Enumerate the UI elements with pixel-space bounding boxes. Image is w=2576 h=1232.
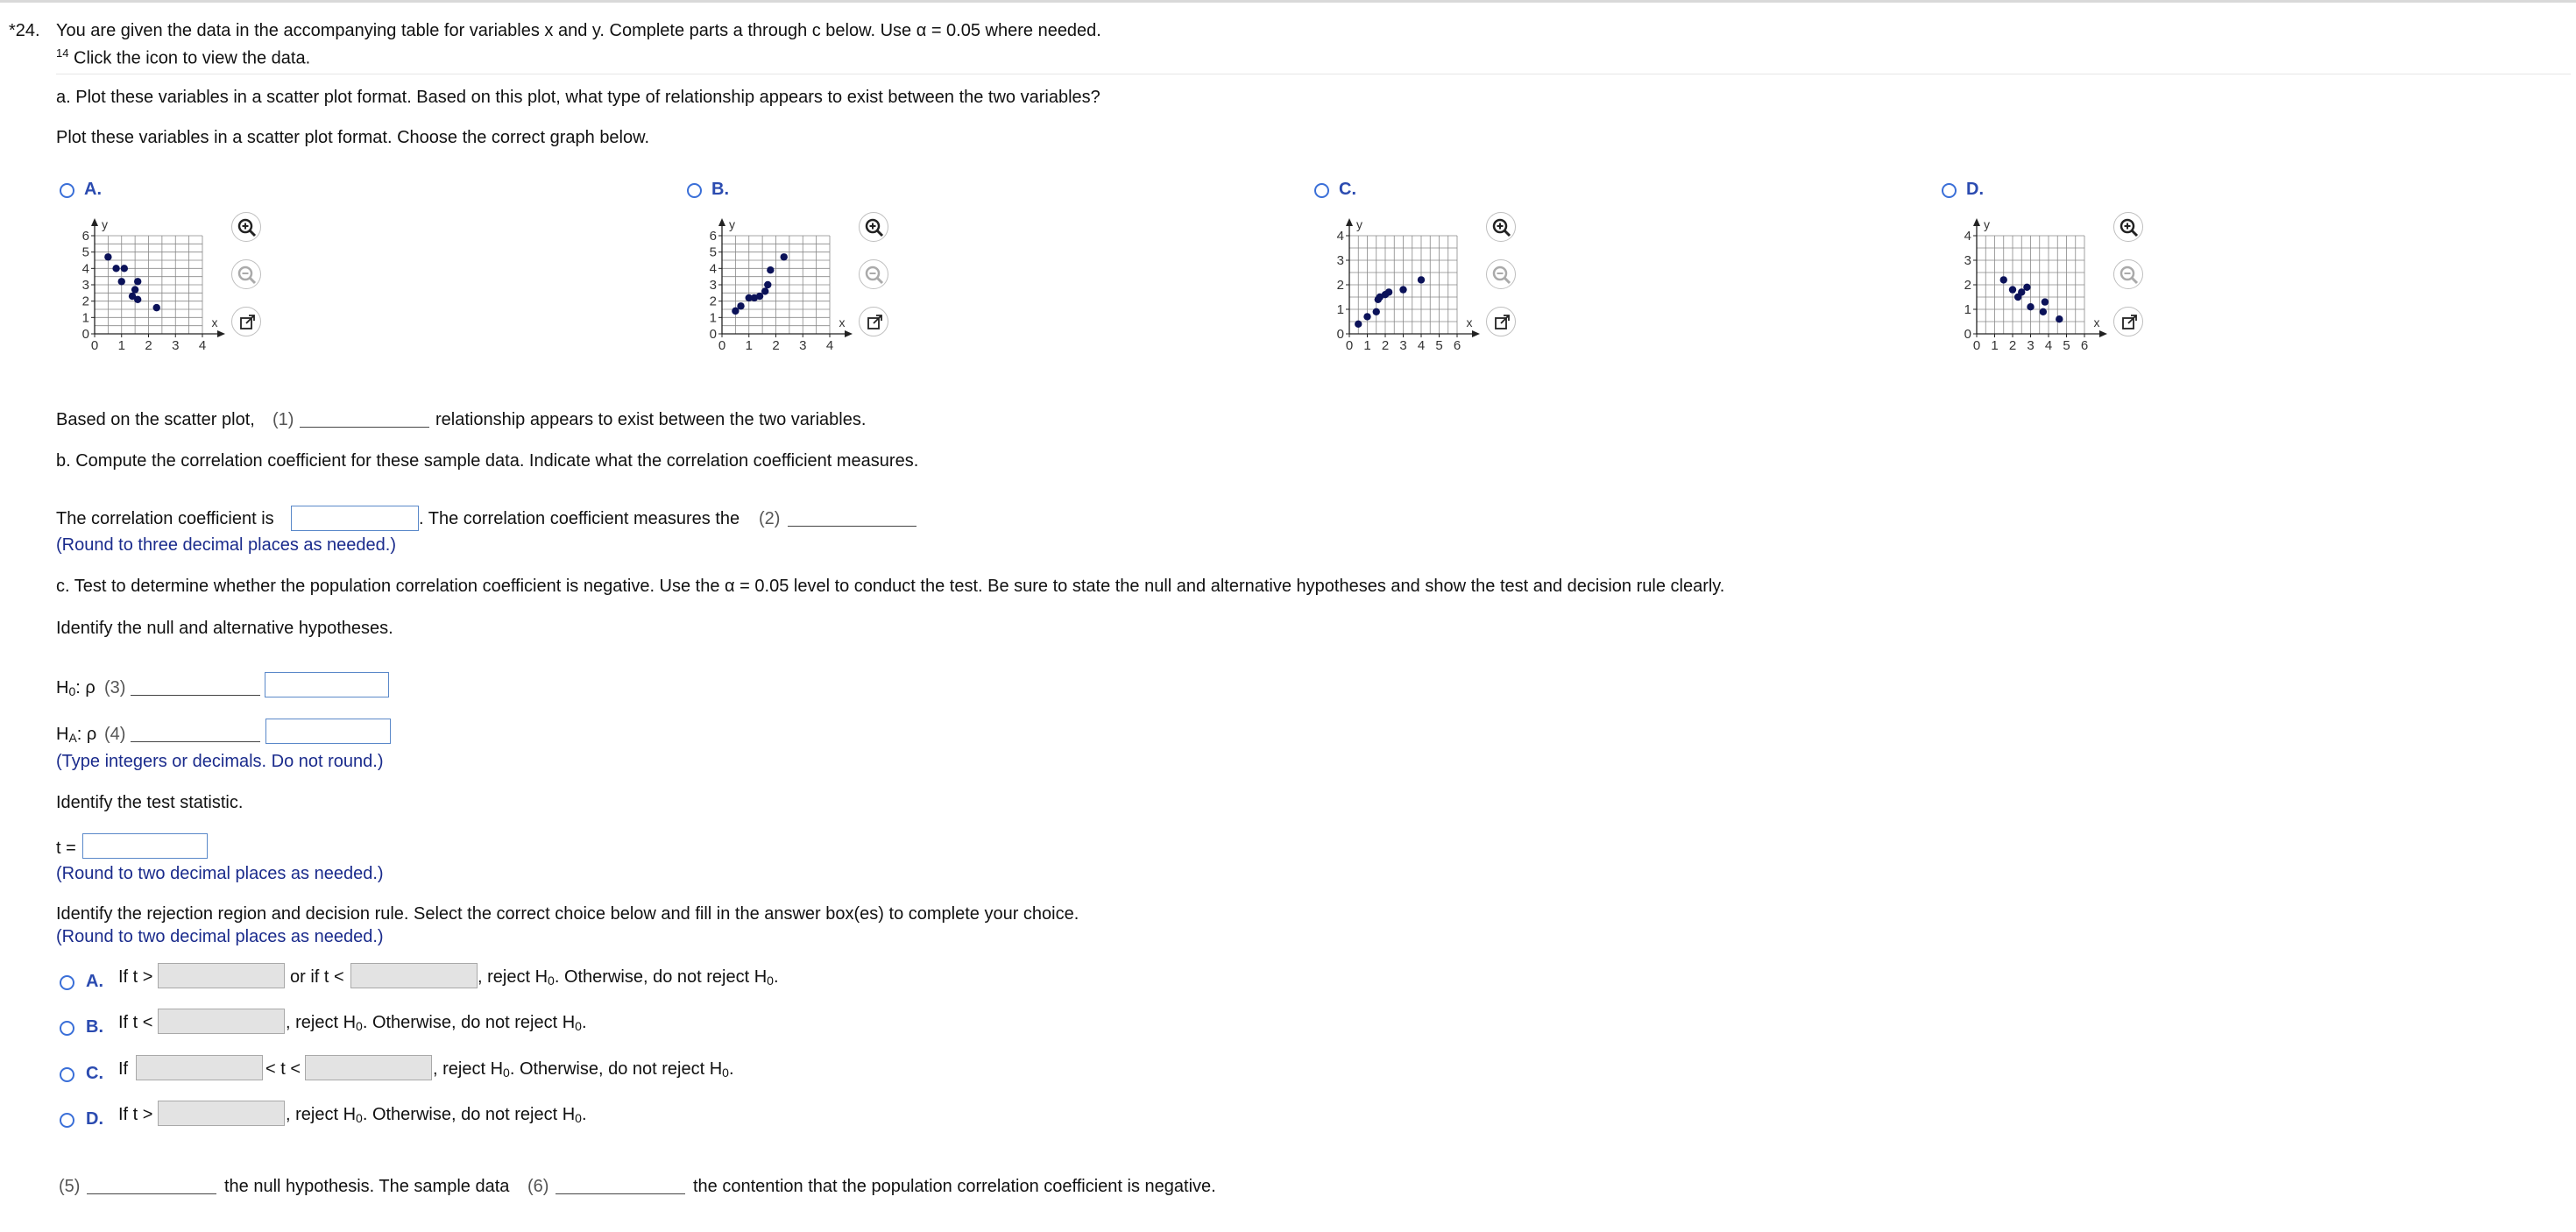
y-tick-label: 4 (1336, 229, 1344, 244)
rule-d-input[interactable] (158, 1101, 285, 1126)
x-tick-label: 0 (1972, 338, 1981, 353)
blank-3-marker: (3) (104, 678, 126, 697)
footnote-marker: 14 (56, 46, 69, 60)
graph-option-a-letter: A. (84, 180, 102, 199)
zoom-out-button-b[interactable] (859, 259, 888, 289)
y-tick-label: 3 (1336, 253, 1344, 268)
zoom-out-button-c[interactable] (1486, 259, 1516, 289)
x-tick-label: 2 (772, 338, 780, 353)
x-tick-label: 3 (1399, 338, 1407, 353)
relationship-tail: relationship appears to exist between the two variables. (435, 410, 867, 429)
rule-instruction: Identify the rejection region and decision rule. Select the correct choice below and fill in the answer box(es) to complete your choice. (56, 904, 1079, 924)
x-tick-label: 1 (1991, 338, 1999, 353)
scatter-point (112, 265, 119, 272)
conclusion-end: the contention that the population correlation coefficient is negative. (693, 1177, 1216, 1196)
rule-a-mid: or if t < (290, 967, 344, 987)
y-tick-label: 1 (1964, 302, 1971, 317)
rule-d-if: If t > (118, 1105, 153, 1124)
x-tick-label: 1 (1363, 338, 1371, 353)
zoom-out-icon (2114, 260, 2144, 290)
rule-choice-c-radio[interactable] (60, 1067, 74, 1082)
x-tick-label: 0 (90, 338, 99, 353)
blank-6-marker: (6) (527, 1177, 549, 1196)
zoom-in-icon (2114, 213, 2144, 243)
top-border (0, 0, 2576, 3)
zoom-out-button-d[interactable] (2113, 259, 2143, 289)
scatter-point (737, 302, 744, 309)
conclusion-mid: the null hypothesis. The sample data (224, 1177, 510, 1196)
popout-icon (860, 308, 889, 337)
popout-button-a[interactable] (231, 307, 261, 336)
popout-icon (2114, 308, 2144, 337)
scatter-point (764, 281, 771, 288)
x-tick-label: 2 (145, 338, 152, 353)
correlation-coefficient-input[interactable] (291, 506, 419, 531)
scatter-plot-d (1956, 213, 2109, 353)
question-number: *24. (9, 21, 40, 40)
scatter-point (761, 287, 768, 294)
y-tick-label: 0 (709, 327, 717, 342)
scatter-point (104, 253, 111, 260)
data-note-text: Click the icon to view the data. (74, 48, 311, 68)
scatter-point (1418, 276, 1425, 283)
rule-choice-a-radio[interactable] (60, 975, 74, 990)
x-tick-label: 3 (2027, 338, 2035, 353)
y-tick-label: 6 (709, 229, 717, 244)
x-tick-label: 3 (172, 338, 180, 353)
evidence-dropdown[interactable] (556, 1193, 685, 1194)
y-tick-label: 3 (709, 278, 717, 293)
y-tick-label: 2 (709, 294, 717, 309)
graph-option-d-letter: D. (1966, 180, 1984, 199)
x-tick-label: 0 (718, 338, 726, 353)
rule-a-upper-input[interactable] (158, 963, 285, 988)
y-tick-label: 1 (81, 310, 89, 326)
y-axis-arrow (1973, 218, 1980, 226)
y-axis-title: y (1356, 217, 1362, 231)
y-tick-label: 0 (1964, 327, 1971, 342)
hypotheses-instruction: Identify the null and alternative hypotheses. (56, 619, 393, 638)
zoom-out-icon (1487, 260, 1517, 290)
x-axis-arrow (2099, 330, 2107, 337)
scatter-point (131, 286, 138, 293)
y-tick-label: 4 (709, 261, 717, 277)
part-b-prompt: b. Compute the correlation coefficient for these sample data. Indicate what the correlation coefficient measures. (56, 451, 919, 471)
scatter-point (118, 278, 125, 285)
ha-label: $H_A$: ρ (56, 725, 97, 745)
popout-button-b[interactable] (859, 307, 888, 336)
decision-dropdown[interactable] (87, 1193, 216, 1194)
h0-label: $H_0$: ρ (56, 678, 96, 698)
scatter-point (781, 253, 788, 260)
rule-b-input[interactable] (158, 1009, 285, 1034)
x-tick-label: 1 (745, 338, 753, 353)
zoom-out-icon (860, 260, 889, 290)
rule-b-decision: , reject $H_0$. Otherwise, do not reject $H_0$. (286, 1013, 587, 1033)
rule-round-note: (Round to two decimal places as needed.) (56, 927, 384, 946)
rule-d-decision: , reject $H_0$. Otherwise, do not reject $H_0$. (286, 1105, 587, 1125)
scatter-point (1399, 286, 1406, 293)
y-tick-label: 3 (1964, 253, 1971, 268)
scatter-point (2042, 298, 2049, 305)
x-tick-label: 4 (825, 338, 834, 353)
scatter-point (2040, 308, 2047, 315)
rule-choice-b-radio[interactable] (60, 1021, 74, 1036)
x-tick-label: 6 (2080, 338, 2089, 353)
h0-value-input[interactable] (265, 672, 389, 697)
rule-choice-b-letter: B. (86, 1017, 103, 1037)
scatter-plot-c (1328, 213, 1482, 353)
x-axis-title: x (211, 315, 218, 329)
x-tick-label: 4 (198, 338, 207, 353)
x-tick-label: 6 (1453, 338, 1461, 353)
question-intro: You are given the data in the accompanying table for variables x and y. Complete parts a through c below. Use α = 0.05 where needed. (56, 21, 1101, 40)
y-tick-label: 1 (1336, 302, 1344, 317)
x-axis-title: x (2093, 315, 2100, 329)
h0-operator-dropdown[interactable] (131, 695, 260, 696)
y-tick-label: 5 (709, 244, 717, 260)
y-tick-label: 2 (1964, 278, 1971, 293)
x-tick-label: 4 (1417, 338, 1426, 353)
y-tick-label: 1 (709, 310, 717, 326)
scatter-plot-a (74, 213, 227, 353)
ha-operator-dropdown[interactable] (131, 741, 260, 742)
x-axis-title: x (839, 315, 846, 329)
x-axis-arrow (217, 330, 225, 337)
popout-button-c[interactable] (1486, 307, 1516, 336)
scatter-point (1355, 321, 1362, 328)
scatter-point (1385, 288, 1392, 295)
part-a-instruction: Plot these variables in a scatter plot format. Choose the correct graph below. (56, 128, 650, 147)
rule-a-lower-input[interactable] (350, 963, 478, 988)
t-round-note: (Round to two decimal places as needed.) (56, 864, 384, 883)
y-axis-title: y (1984, 217, 1990, 231)
x-tick-label: 4 (2044, 338, 2053, 353)
y-tick-label: 0 (1336, 327, 1344, 342)
measures-label: . The correlation coefficient measures the (419, 509, 740, 528)
graph-option-c-letter: C. (1339, 180, 1356, 199)
zoom-in-icon (1487, 213, 1517, 243)
rule-c-upper-input[interactable] (305, 1055, 432, 1080)
popout-button-d[interactable] (2113, 307, 2143, 336)
x-tick-label: 1 (117, 338, 125, 353)
scatter-plot-b (701, 213, 854, 353)
popout-icon (1487, 308, 1517, 337)
part-c-prompt: c. Test to determine whether the population correlation coefficient is negative. Use the α = 0.05 level to conduct the test. Be sure to state the null and alternative hypotheses and show the test and decision rule clearly. (56, 577, 1725, 596)
zoom-in-button-b[interactable] (859, 212, 888, 242)
x-tick-label: 0 (1345, 338, 1354, 353)
rule-c-mid: < t < (265, 1059, 301, 1079)
scatter-point (1373, 308, 1380, 315)
y-tick-label: 5 (81, 244, 89, 260)
rule-a-if: If t > (118, 967, 153, 987)
x-axis-arrow (1472, 330, 1480, 337)
y-tick-label: 6 (81, 229, 89, 244)
rule-choice-a-letter: A. (86, 972, 103, 991)
y-tick-label: 3 (81, 278, 89, 293)
popout-icon (232, 308, 262, 337)
scatter-point (2009, 286, 2016, 293)
blank-4-marker: (4) (104, 725, 126, 744)
x-tick-label: 3 (799, 338, 807, 353)
x-tick-label: 2 (1381, 338, 1390, 353)
y-tick-label: 4 (1964, 229, 1971, 244)
rule-c-if: If (118, 1059, 129, 1079)
zoom-in-button-d[interactable] (2113, 212, 2143, 242)
y-axis-arrow (1346, 218, 1353, 226)
rule-a-decision: , reject $H_0$. Otherwise, do not reject $H_0$. (478, 967, 779, 988)
y-axis-arrow (718, 218, 725, 226)
graph-option-d-radio[interactable] (1942, 183, 1957, 198)
x-axis-title: x (1466, 315, 1473, 329)
scatter-point (121, 265, 128, 272)
rule-c-lower-input[interactable] (136, 1055, 263, 1080)
blank-1-marker: (1) (272, 410, 294, 429)
zoom-in-icon (860, 213, 889, 243)
rule-b-if: If t < (118, 1013, 153, 1032)
zoom-out-button-a[interactable] (231, 259, 261, 289)
zoom-in-icon (232, 213, 262, 243)
scatter-point (153, 304, 160, 311)
y-tick-label: 2 (1336, 278, 1344, 293)
data-note[interactable] (56, 43, 310, 69)
graph-option-b-letter: B. (711, 180, 729, 199)
rule-choice-c-letter: C. (86, 1064, 103, 1083)
coef-label: The correlation coefficient is (56, 509, 274, 528)
scatter-point (2000, 276, 2007, 283)
hypotheses-note: (Type integers or decimals. Do not round.) (56, 752, 384, 771)
graph-option-a-radio[interactable] (60, 183, 74, 198)
t-statistic-input[interactable] (82, 833, 208, 859)
scatter-point (2056, 315, 2063, 322)
blank-2-marker: (2) (759, 509, 781, 528)
graph-option-c-radio[interactable] (1314, 183, 1329, 198)
ha-value-input[interactable] (265, 719, 391, 744)
rule-choice-d-letter: D. (86, 1109, 103, 1129)
x-tick-label: 5 (2063, 338, 2070, 353)
y-axis-title: y (102, 217, 108, 231)
zoom-in-button-a[interactable] (231, 212, 261, 242)
relationship-label: Based on the scatter plot, (56, 410, 255, 429)
y-tick-label: 4 (81, 261, 89, 277)
part-a-prompt: a. Plot these variables in a scatter plot format. Based on this plot, what type of relationship appears to exist between the two variables? (56, 88, 1100, 107)
scatter-point (1363, 313, 1370, 320)
blank-5-marker: (5) (59, 1177, 81, 1196)
scatter-point (2023, 284, 2030, 291)
scatter-point (2027, 303, 2034, 310)
y-axis-title: y (729, 217, 735, 231)
zoom-out-icon (232, 260, 262, 290)
x-tick-label: 2 (2008, 338, 2017, 353)
relationship-dropdown[interactable] (300, 427, 429, 428)
coef-round-note: (Round to three decimal places as needed.) (56, 535, 397, 555)
scatter-point (767, 266, 774, 273)
rule-c-decision: , reject $H_0$. Otherwise, do not reject $H_0$. (433, 1059, 734, 1080)
x-axis-arrow (845, 330, 853, 337)
graph-option-b-radio[interactable] (687, 183, 702, 198)
y-axis-arrow (91, 218, 98, 226)
test-stat-instruction: Identify the test statistic. (56, 793, 244, 812)
scatter-point (134, 296, 141, 303)
measures-dropdown[interactable] (788, 526, 916, 527)
x-tick-label: 5 (1435, 338, 1443, 353)
t-label: t = (56, 839, 76, 858)
zoom-in-button-c[interactable] (1486, 212, 1516, 242)
rule-choice-d-radio[interactable] (60, 1113, 74, 1128)
scatter-point (134, 278, 141, 285)
y-tick-label: 0 (81, 327, 89, 342)
y-tick-label: 2 (81, 294, 89, 309)
